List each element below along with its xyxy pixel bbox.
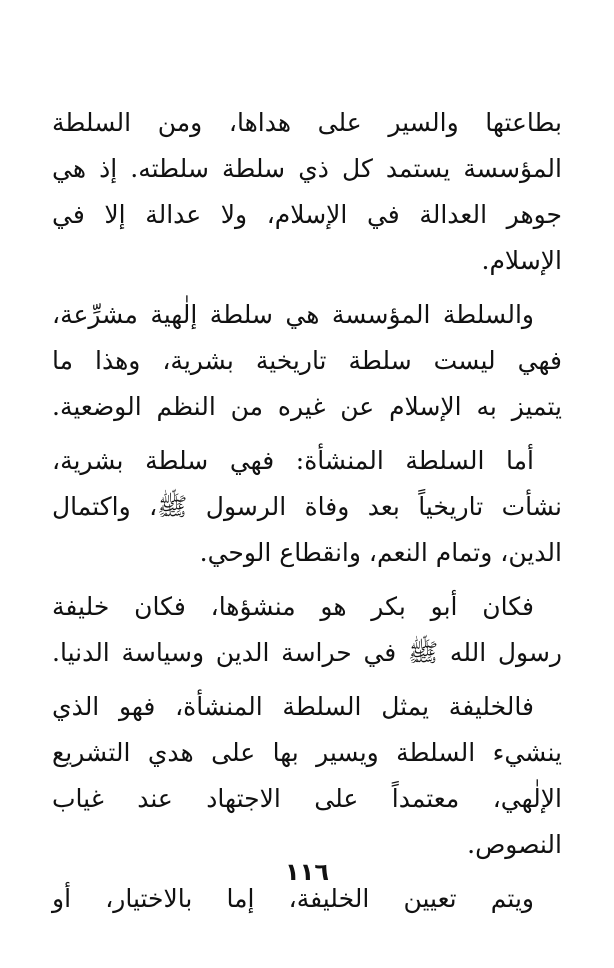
text-line: ينشيء السلطة ويسير بها على هدي التشريع	[52, 738, 562, 767]
text-line: المؤسسة يستمد كل ذي سلطة سلطته. إذ هي	[52, 154, 562, 183]
paragraph-3	[52, 438, 562, 576]
text-line: فالخليفة يمثل السلطة المنشأة، فهو الذي	[52, 692, 534, 721]
text-line: ويتم تعيين الخليفة، إما بالاختيار، أو	[52, 884, 534, 913]
text-line: الإسلام.	[481, 246, 562, 275]
text-line: بطاعتها والسير على هداها، ومن السلطة	[52, 108, 562, 137]
page-body	[52, 100, 562, 930]
paragraph-4	[52, 584, 562, 676]
paragraph-1	[52, 100, 562, 284]
text-line: نشأت تاريخياً بعد وفاة الرسول ﷺ، واكتمال	[52, 492, 562, 521]
paragraph-5	[52, 684, 562, 868]
text-line: الإلٰهي، معتمداً على الاجتهاد عند غياب	[52, 784, 562, 813]
text-line: فهي ليست سلطة تاريخية بشرية، وهذا ما	[52, 346, 562, 375]
text-line: أما السلطة المنشأة: فهي سلطة بشرية،	[52, 446, 534, 475]
page-number: ١١٦	[285, 858, 329, 886]
text-line: النصوص.	[467, 830, 562, 859]
text-line: الدين، وتمام النعم، وانقطاع الوحي.	[199, 538, 562, 567]
text-line: والسلطة المؤسسة هي سلطة إلٰهية مشرِّعة،	[52, 300, 534, 329]
text-line: جوهر العدالة في الإسلام، ولا عدالة إلا في	[52, 200, 562, 229]
paragraph-2	[52, 292, 562, 430]
text-line: رسول الله ﷺ في حراسة الدين وسياسة الدنيا.	[52, 638, 562, 667]
text-line: يتميز به الإسلام عن غيره من النظم الوضعية.	[52, 392, 562, 421]
text-line: فكان أبو بكر هو منشؤها، فكان خليفة	[52, 592, 534, 621]
